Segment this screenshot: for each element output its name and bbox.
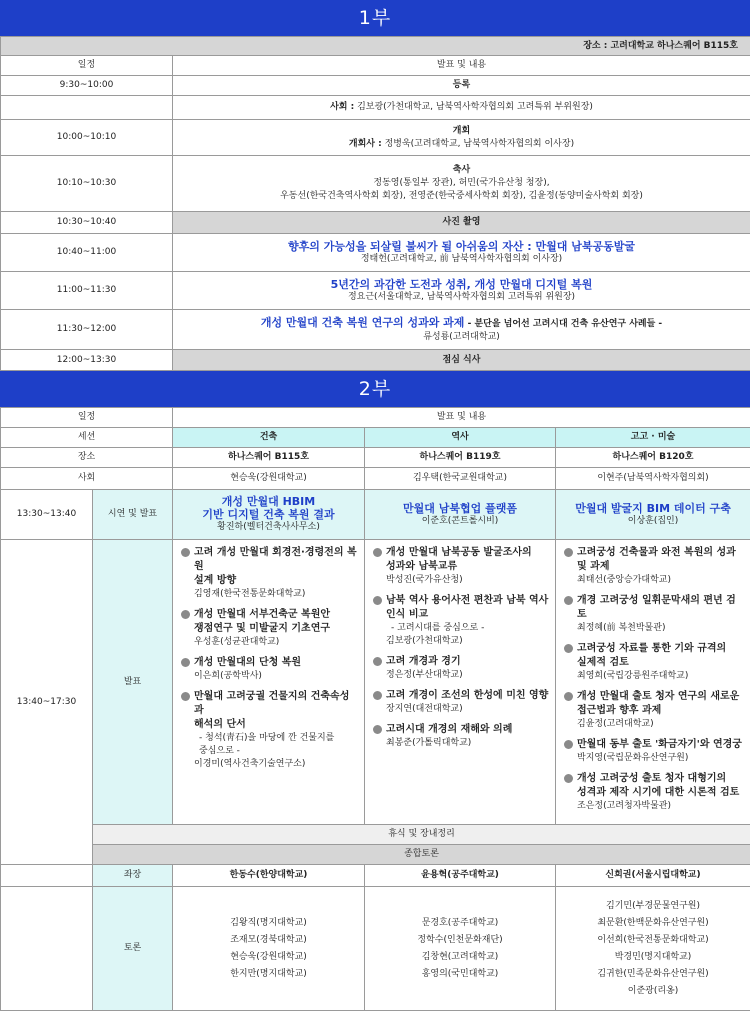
presentation-title [181,622,358,636]
presentation-title-text: 인식 비교 [386,609,429,620]
panelist-name: 김기민(부경문물연구원) [606,900,700,911]
registration-time: 9:30~10:00 [1,76,173,96]
presentation-title [181,656,358,670]
bullet-icon [564,774,573,783]
presentation-subtitle: - 고려시대를 중심으로 - [391,623,485,633]
presentation-title-text: 설계 방향 [194,575,237,586]
bullet-icon [564,644,573,653]
part1-title: 1부 [358,7,392,29]
presentation-title [373,655,549,669]
presentation-speaker: 김보광(가천대학교) [386,636,463,646]
break-label: 휴식 및 장내정리 [93,825,750,845]
part1-header-time: 일정 [1,56,173,76]
presentation-title [373,594,549,608]
presentation-title-text: 개경 고려궁성 일휘문막새의 편년 검토 [577,595,736,620]
presentation-speaker: 우성훈(성균관대학교) [194,637,280,647]
presentation-title-text: 쟁점연구 및 미발굴지 기초연구 [194,623,331,634]
presentation-title-text: 접근법과 향후 과제 [577,705,662,716]
mc-person: 김보광(가천대학교, 남북역사학자협의회 고려특위 부위원장) [357,102,593,112]
panel-column [173,887,365,1011]
presentation-title [181,690,358,718]
bullet-icon [564,596,573,605]
presentation-speaker: 박지영(국립문화유산연구원) [577,753,689,763]
talk-speaker: 정요근(서울대학교, 남북역사학자협의회 고려특위 위원장) [347,291,576,302]
presentation-speaker: 김윤정(고려대학교) [577,719,654,729]
presentation-title-text: 고려궁성 건축물과 와전 복원의 성과 [577,547,736,558]
panel-label: 토론 [93,887,173,1011]
talk-time: 10:40~11:00 [1,234,173,272]
talk-speaker: 류성룡(고려대학교) [423,331,500,342]
session-chair: 김우택(한국교원대학교) [365,468,556,490]
presentation-item [181,690,358,771]
presentation-title-text: 성격과 제작 시기에 대한 시론적 검토 [577,787,740,798]
presentation-title [373,546,549,560]
talk-title: 향후의 가능성을 되살릴 불씨가 될 아쉬움의 자산 : 만월대 남북공동발굴 [287,239,636,253]
session-chair: 현승욱(강원대학교) [173,468,365,490]
session-name: 건축 [173,428,365,448]
part2-header-content: 발표 및 내용 [173,408,750,428]
congrats-row [173,156,750,212]
presentation-title [373,560,549,574]
presentation-speaker: 이경미(역사건축기술연구소) [194,759,306,769]
chairs-time-cell [1,865,93,887]
bullet-icon [373,725,382,734]
session-room: 하나스퀘어 B115호 [173,448,365,468]
presentation-title-text: 고려궁성 자료를 통한 기와 규격의 [577,643,727,654]
bullet-icon [564,740,573,749]
presentation-title [564,656,744,670]
presentation-title-text: 성과와 남북교류 [386,561,458,572]
presentation-title [373,608,549,622]
presentation-subtitle: 중심으로 - [199,746,240,756]
bullet-icon [181,548,190,557]
presentation-title-text: 고려 개경과 경기 [386,656,461,667]
presentation-title [564,594,744,622]
lunch-label: 점심 식사 [173,350,750,371]
presentation-title-text: 및 과제 [577,561,610,572]
panel-chair: 신희권(서울시립대학교) [556,865,750,887]
presentation-title [564,642,744,656]
panelist-name: 조재모(경북대학교) [230,934,307,945]
demo-title: 만월대 발굴지 BIM 데이터 구축 [575,501,731,515]
presentation-column-architecture [173,540,365,825]
bullet-icon [564,692,573,701]
presentation-item [564,546,744,587]
talk-row [173,272,750,310]
presentation-title-text: 고려시대 개경의 재해와 의례 [386,724,513,735]
presentation-title [564,546,744,560]
congrats-time: 10:10~10:30 [1,156,173,212]
panelist-name: 이준광(리옹) [627,985,679,996]
presentation-item [373,689,549,716]
panelist-name: 홍영의(국민대학교) [421,968,499,979]
session-room: 하나스퀘어 B120호 [556,448,750,468]
presentation-speaker: 조은정(고려청자박물관) [577,801,671,811]
presentation-title [564,560,744,574]
presentation-title [564,772,744,786]
presentations-label: 발표 [93,540,173,825]
panelist-name: 한지만(명지대학교) [230,968,307,979]
chair-label: 사회 [1,468,173,490]
opening-time: 10:00~10:10 [1,120,173,156]
presentation-title [564,786,744,800]
presentation-speaker: 김영재(한국전통문화대학교) [194,589,306,599]
presentation-item [181,608,358,649]
panelist-name: 김왕직(명지대학교) [230,917,307,928]
presentation-speaker: 정은정(부산대학교) [386,670,463,680]
demo-item [556,490,750,540]
session-room: 하나스퀘어 B119호 [365,448,556,468]
opening-row [173,120,750,156]
opening-label: 개회 [452,125,471,136]
presentation-title-text: 고려 개성 만월대 회경전·경령전의 복원 [194,547,357,572]
panelist-name: 정학수(인천문화재단) [417,934,503,945]
presentation-item [181,656,358,683]
panel-column [365,887,556,1011]
part1-table [0,36,750,371]
demo-item [365,490,556,540]
presentation-title [564,738,744,752]
talk-title: 개성 만월대 건축 복원 연구의 성과와 과제 [260,315,465,329]
bullet-icon [373,657,382,666]
presentation-item [373,546,549,587]
part2-header-time: 일정 [1,408,173,428]
congrats-line1: 정동영(통일부 장관), 허민(국가유산청 청장), [373,178,550,188]
mc-label: 사회 : [330,102,355,112]
venue-label: 장소 [1,448,173,468]
part2-title: 2부 [358,378,392,400]
session-name: 역사 [365,428,556,448]
bullet-icon [181,658,190,667]
discussion-label: 종합토론 [93,845,750,865]
presentation-item [373,723,549,750]
presentation-title-text: 개성 만월대 서부건축군 복원안 [194,609,331,620]
presentation-title [181,546,358,574]
opening-speaker: 정병욱(고려대학교, 남북역사학자협의회 이사장) [384,138,575,149]
presentation-title-text: 고려 개경이 조선의 한성에 미친 영향 [386,690,549,701]
demo-speaker: 이상훈(집인) [627,515,679,526]
talk-title-line [176,316,747,331]
presentation-title-text: 개성 고려궁성 출토 청자 대형기의 [577,773,727,784]
bullet-icon [373,596,382,605]
presentation-title [181,608,358,622]
presentation-column-history [365,540,556,825]
presentation-speaker: 최태선(중앙승가대학교) [577,575,671,585]
talk-row [173,310,750,350]
presentation-title [181,718,358,732]
presentation-item [564,738,744,765]
mc-row [173,96,750,120]
bullet-icon [373,691,382,700]
congrats-label: 축사 [452,165,471,175]
presentation-speaker: 최영희(국립강릉원주대학교) [577,671,689,681]
talk-row [173,234,750,272]
presentation-title [564,704,744,718]
demo-title-line2: 기반 디지털 건축 복원 결과 [202,508,335,521]
opening-speaker-label: 개회사 : [348,138,382,149]
talk-subtitle: - 분단을 넘어선 고려시대 건축 유산연구 사례들 - [464,318,663,329]
panelist-name: 김창현(고려대학교) [421,951,499,962]
presentation-title-text: 개성 만월대 출토 청자 연구의 새로운 [577,691,740,702]
presentation-title [564,690,744,704]
panel-chair: 한동수(한양대학교) [173,865,365,887]
presentation-speaker: 최봉준(가톨릭대학교) [386,738,472,748]
presentation-subtitle: - 청석(靑石)을 마당에 깐 건물지를 [199,733,335,743]
photo-label: 사진 촬영 [173,212,750,234]
presentation-title-text: 만월대 고려궁궐 건물지의 건축속성과 [194,691,350,716]
presentation-speaker: 장지연(대전대학교) [386,704,463,714]
registration-label: 등록 [173,76,750,96]
part1-venue: 장소 : 고려대학교 하나스퀘어 B115호 [1,37,750,56]
panelist-name: 박경민(명지대학교) [614,951,692,962]
presentation-item [373,655,549,682]
panelist-name: 이선희(한국전통문화대학교) [597,934,709,945]
panel-time-cell [1,887,93,1011]
session-name: 고고 · 미술 [556,428,750,448]
bullet-icon [373,548,382,557]
presentation-title-text: 남북 역사 용어사전 편찬과 남북 역사 [386,595,549,606]
panelist-name: 문경호(공주대학교) [421,917,499,928]
panel-column [556,887,750,1011]
presentation-column-archaeology-art [556,540,750,825]
panel-chair: 윤용혁(공주대학교) [365,865,556,887]
demo-title: 만월대 남북협업 플랫폼 [403,501,517,515]
part1-title-bar [0,0,750,36]
mc-time-cell [1,96,173,120]
bullet-icon [564,548,573,557]
presentation-title-text: 개성 만월대의 단청 복원 [194,657,302,668]
panelist-name: 최문환(한백문화유산연구원) [597,917,709,928]
talk-time: 11:30~12:00 [1,310,173,350]
demo-title: 개성 만월대 HBIM [221,495,316,508]
opening-speaker-line [176,138,747,151]
session-label: 세션 [1,428,173,448]
bullet-icon [181,692,190,701]
panelist-name: 김귀한(민족문화유산연구원) [597,968,709,979]
presentation-item [564,594,744,635]
demo-speaker: 이준호(콘트롤시비) [421,515,499,526]
presentations-time: 13:40~17:30 [1,540,93,865]
presentation-title-text: 해석의 단서 [194,719,246,730]
presentation-title [181,574,358,588]
presentation-title-text: 만월대 동부 출토 '화금자기'와 연경궁 [577,739,742,750]
presentation-item [564,642,744,683]
talk-time: 11:00~11:30 [1,272,173,310]
presentation-item [373,594,549,648]
presentation-speaker: 이은희(공학박사) [194,671,262,681]
talk-title: 5년간의 과감한 도전과 성취, 개성 만월대 디지털 복원 [330,277,593,291]
lunch-time: 12:00~13:30 [1,350,173,371]
talk-speaker: 정태헌(고려대학교, 前 남북역사학자협의회 이사장) [360,253,563,264]
presentation-speaker: 최정혜(前 복천박물관) [577,623,666,633]
presentation-title-text: 실제적 검토 [577,657,629,668]
photo-time: 10:30~10:40 [1,212,173,234]
part2-table [0,407,750,1011]
demo-item [173,490,365,540]
presentation-title [373,723,549,737]
panelist-name: 현승욱(강원대학교) [230,951,307,962]
congrats-line2: 우동선(한국건축역사학회 회장), 전영준(한국중세사학회 회장), 김윤정(동양미술사학회 회장) [280,191,643,201]
demo-label: 시연 및 발표 [93,490,173,540]
demo-time: 13:30~13:40 [1,490,93,540]
presentation-speaker: 박성진(국가유산청) [386,575,463,585]
presentation-title-text: 개성 만월대 남북공동 발굴조사의 [386,547,532,558]
chairs-label: 좌장 [93,865,173,887]
part2-title-bar [0,371,750,407]
presentation-item [564,690,744,731]
part1-header-content: 발표 및 내용 [173,56,750,76]
presentation-item [564,772,744,813]
presentation-item [181,546,358,601]
demo-speaker: 황진하(벨터건축사사무소) [217,522,320,532]
presentation-title [373,689,549,703]
session-chair: 이현주(남북역사학자협의회) [556,468,750,490]
bullet-icon [181,610,190,619]
